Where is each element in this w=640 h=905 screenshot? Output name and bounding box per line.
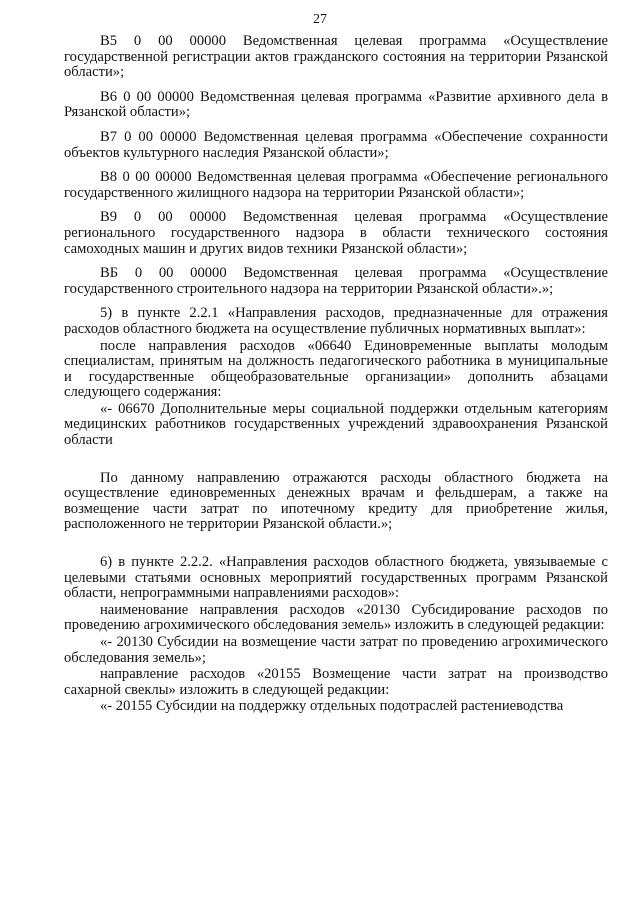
page-number: 27	[313, 12, 327, 27]
paragraph-20155-new: «- 20155 Субсидии на поддержку отдельных подотраслей растениеводства	[100, 698, 564, 715]
paragraph-20130-new: «- 20130 Субсидии на возмещение части затрат по проведению агрохимического обследования земель»;	[64, 634, 608, 666]
paragraph-b6: B6 0 00 00000 Ведомственная целевая программа «Развитие архивного дела в Рязанской области»;	[64, 88, 608, 121]
paragraph-after-06640: после направления расходов «06640 Единовременные выплаты молодым специалистам, принятым на должность педагогического работника в муниципальные и государственные общеобразовательные организации» дополнить абзацами следующего содержания:	[64, 337, 608, 401]
document-body	[64, 34, 608, 716]
paragraph-b8: B8 0 00 00000 Ведомственная целевая программа «Обеспечение регионального государственного жилищного надзора на территории Рязанской области»;	[64, 169, 608, 201]
paragraph-bb: BБ 0 00 00000 Ведомственная целевая программа «Осуществление государственного строительного надзора на территории Рязанской области».»;	[64, 265, 608, 297]
paragraph-06670-description: По данному направлению отражаются расходы областного бюджета на осуществление единовременных денежных врачам и фельдшерам, а также на возмещение части затрат по ипотечному кредиту для приобретение жилья, расположенного не территории Рязанской области.»;	[64, 469, 608, 533]
paragraph-b5: B5 0 00 00000 Ведомственная целевая программа «Осуществление государственной регистрации актов гражданского состояния на территории Рязанской области»;	[64, 33, 608, 81]
paragraph-20155-rename: направление расходов «20155 Возмещение части затрат на производство сахарной свеклы» изложить в следующей редакции:	[64, 666, 608, 698]
paragraph-b7: B7 0 00 00000 Ведомственная целевая программа «Обеспечение сохранности объектов культурного наследия Рязанской области»;	[64, 128, 608, 161]
paragraph-item-5: 5) в пункте 2.2.1 «Направления расходов, предназначенные для отражения расходов областного бюджета на осуществление публичных нормативных выплат»:	[64, 305, 608, 337]
paragraph-b9: B9 0 00 00000 Ведомственная целевая программа «Осуществление регионального государственного надзора в области технического состояния самоходных машин и других видов техники Рязанской области»;	[64, 209, 608, 257]
paragraph-20130-rename: наименование направления расходов «20130 Субсидирование расходов по проведению агрохимического обследования земель» изложить в следующей редакции:	[64, 601, 608, 634]
paragraph-item-6: 6) в пункте 2.2.2. «Направления расходов областного бюджета, увязываемые с целевыми статьями основных мероприятий государственных программ Рязанской области, непрограммными направлениями расходов»:	[64, 554, 608, 602]
paragraph-06670: «- 06670 Дополнительные меры социальной поддержки отдельным категориям медицинских работников государственных учреждений здравоохранения Рязанской области	[64, 400, 608, 449]
